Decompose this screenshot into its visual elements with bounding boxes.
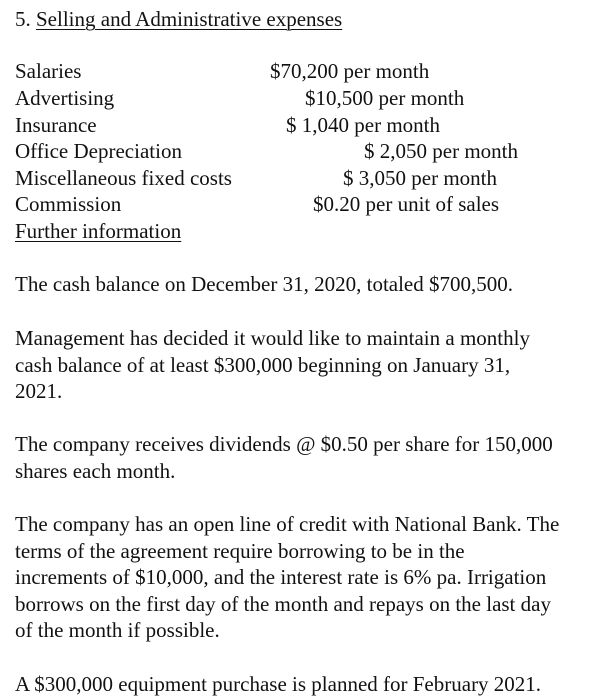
expense-amount-miscellaneous: $ 3,050 per month <box>343 166 497 190</box>
expense-amount-office-depreciation: $ 2,050 per month <box>364 139 518 163</box>
paragraph-equipment-purchase <box>15 671 607 698</box>
expense-label-salaries: Salaries <box>15 59 82 83</box>
paragraph-cash-balance <box>15 271 607 298</box>
section-number: 5. <box>15 7 31 31</box>
paragraph-line: Management has decided it would like to maintain a monthly <box>15 326 530 350</box>
paragraph-line: increments of $10,000, and the interest rate is 6% pa. Irrigation <box>15 565 547 589</box>
paragraph-line-of-credit <box>15 511 607 644</box>
paragraph-line: of the month if possible. <box>15 618 220 642</box>
expense-amount-commission: $0.20 per unit of sales <box>313 192 500 216</box>
paragraph-line: The company receives dividends @ $0.50 per share for 150,000 <box>15 432 553 456</box>
further-information-heading: Further information <box>15 219 182 243</box>
paragraph-line: The cash balance on December 31, 2020, totaled $700,500. <box>15 272 514 296</box>
paragraph-line: cash balance of at least $300,000 beginning on January 31, <box>15 352 511 377</box>
paragraph-line: borrows on the first day of the month and repays on the last day <box>15 591 551 616</box>
expense-label-commission: Commission <box>15 192 122 216</box>
expense-amount-insurance: $ 1,040 per month <box>286 113 440 137</box>
paragraph-minimum-balance <box>15 325 607 405</box>
paragraph-line: shares each month. <box>15 458 176 483</box>
expense-amount-advertising: $10,500 per month <box>305 86 465 110</box>
paragraph-line: A $300,000 equipment purchase is planned for February 2021. <box>15 672 542 696</box>
paragraph-dividends <box>15 431 607 484</box>
paragraph-line: 2021. <box>15 379 63 403</box>
section-title: Selling and Administrative expenses <box>36 7 343 31</box>
expense-amount-salaries: $70,200 per month <box>270 59 430 83</box>
paragraph-line: The company has an open line of credit with National Bank. The <box>15 512 560 536</box>
section-heading <box>15 6 342 32</box>
expense-label-miscellaneous: Miscellaneous fixed costs <box>15 166 232 190</box>
expense-label-office-depreciation: Office Depreciation <box>15 139 182 163</box>
paragraph-line: terms of the agreement require borrowing to be in the <box>15 538 465 563</box>
expense-label-advertising: Advertising <box>15 86 115 110</box>
expense-label-insurance: Insurance <box>15 113 97 137</box>
